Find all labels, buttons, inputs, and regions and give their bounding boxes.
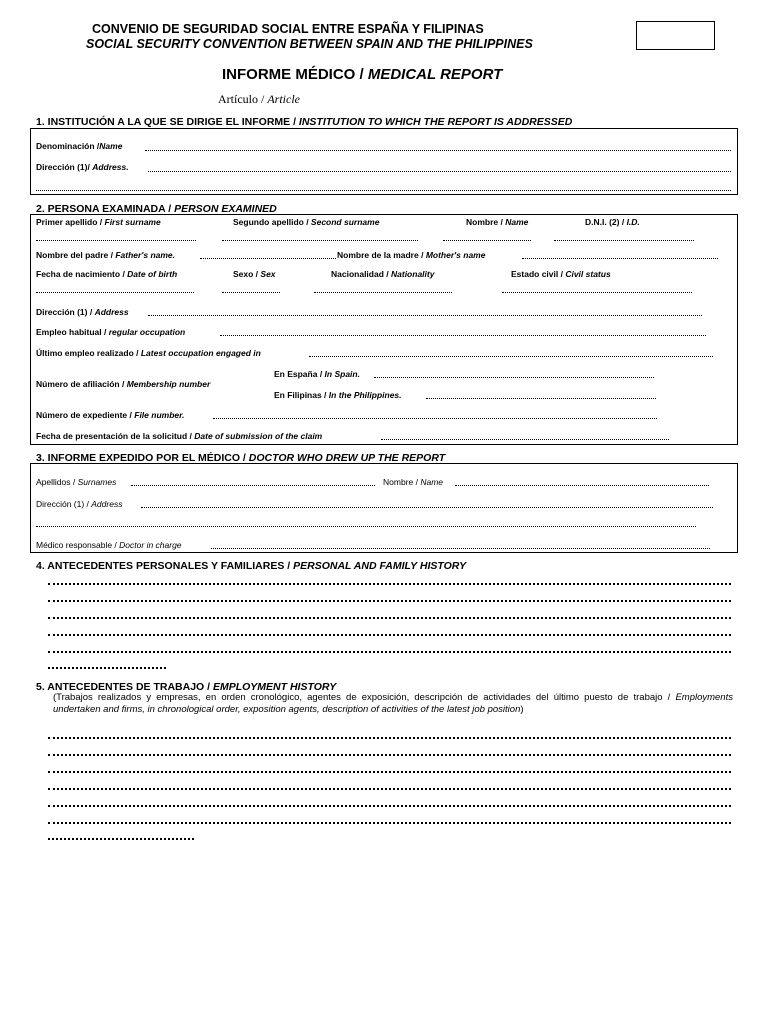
second-surname-field[interactable] [222,240,418,241]
section-3-heading: 3. INFORME EXPEDIDO POR EL MÉDICO / DOCTOR WHO DREW UP THE REPORT [36,452,446,464]
convention-title-es: CONVENIO DE SEGURIDAD SOCIAL ENTRE ESPAÑA Y FILIPINAS [92,22,484,36]
personal-history-line-5[interactable] [48,651,731,653]
doctor-in-charge-label: Médico responsable / Doctor in charge [36,540,182,550]
file-number-label: Número de expediente / File number. [36,410,185,420]
employment-history-line-7[interactable] [48,838,194,840]
first-surname-field[interactable] [36,240,196,241]
first-surname-label: Primer apellido / First surname [36,217,161,227]
philippines-label: En Filipinas / In the Philippines. [274,390,402,400]
occupation-field[interactable] [220,335,706,336]
civil-status-label: Estado civil / Civil status [511,269,611,279]
last-job-field[interactable] [309,356,713,357]
membership-label: Número de afiliación / Membership number [36,379,211,389]
doctor-surnames-label: Apellidos / Surnames [36,477,117,487]
spain-label: En España / In Spain. [274,369,360,379]
id-field[interactable] [554,240,694,241]
employment-history-line-5[interactable] [48,805,731,807]
personal-history-line-1[interactable] [48,583,731,585]
section-1-box [30,128,738,195]
civil-status-field[interactable] [502,292,692,293]
employment-history-line-6[interactable] [48,822,731,824]
name-label: Nombre / Name [466,217,529,227]
personal-history-line-4[interactable] [48,634,731,636]
doctor-address-field-2[interactable] [36,526,696,527]
birth-date-label: Fecha de nacimiento / Date of birth [36,269,178,279]
convention-title-en: SOCIAL SECURITY CONVENTION BETWEEN SPAIN AND THE PHILIPPINES [86,37,533,51]
submission-date-field[interactable] [381,439,669,440]
page-title: INFORME MÉDICO / MEDICAL REPORT [222,66,503,83]
article-label: Artículo / Article [218,92,300,106]
mother-name-label: Nombre de la madre / Mother's name [337,250,486,260]
employment-history-line-1[interactable] [48,737,731,739]
doctor-address-field[interactable] [141,507,713,508]
philippines-membership-field[interactable] [426,398,656,399]
section-1-heading: 1. INSTITUCIÓN A LA QUE SE DIRIGE EL INFORME / INSTITUTION TO WHICH THE REPORT IS ADDRESSED [36,116,573,128]
employment-history-line-3[interactable] [48,771,731,773]
birth-date-field[interactable] [36,292,194,293]
institution-address-field[interactable] [148,171,731,172]
nationality-label: Nacionalidad / Nationality [331,269,435,279]
doctor-in-charge-field[interactable] [211,548,710,549]
person-address-field[interactable] [148,315,702,316]
father-name-label: Nombre del padre / Father's name. [36,250,176,260]
section-5-heading: 5. ANTECEDENTES DE TRABAJO / EMPLOYMENT HISTORY [36,681,337,693]
employment-history-line-4[interactable] [48,788,731,790]
name-field[interactable] [443,240,531,241]
employment-history-description: (Trabajos realizados y empresas, en orden cronológico, agentes de exposición, descripción de actividades del último puesto de trabajo / Employments undertaken and firms, in chronological order, exposition agents, description of activities of the latest job position) [53,692,733,715]
spain-membership-field[interactable] [374,377,654,378]
mother-name-field[interactable] [522,258,718,259]
doctor-surnames-field[interactable] [131,485,375,486]
father-name-field[interactable] [200,258,336,259]
doctor-address-label: Dirección (1) / Address [36,499,123,509]
id-label: D.N.I. (2) / I.D. [585,217,640,227]
submission-date-label: Fecha de presentación de la solicitud / Date of submission of the claim [36,431,323,441]
occupation-label: Empleo habitual / regular occupation [36,327,186,337]
reference-box[interactable] [636,21,715,50]
institution-address-label: Dirección (1)/ Address. [36,162,129,172]
nationality-field[interactable] [314,292,452,293]
institution-name-label: Denominación /Name [36,141,123,151]
personal-history-line-3[interactable] [48,617,731,619]
doctor-name-label: Nombre / Name [383,477,444,487]
sex-label: Sexo / Sex [233,269,276,279]
institution-address-field-2[interactable] [36,190,731,191]
person-address-label: Dirección (1) / Address [36,307,129,317]
section-4-heading: 4. ANTECEDENTES PERSONALES Y FAMILIARES / PERSONAL AND FAMILY HISTORY [36,560,467,572]
institution-name-field[interactable] [145,150,731,151]
last-job-label: Último empleo realizado / Latest occupation engaged in [36,348,261,358]
personal-history-line-2[interactable] [48,600,731,602]
employment-history-line-2[interactable] [48,754,731,756]
personal-history-line-6[interactable] [48,667,166,669]
doctor-name-field[interactable] [455,485,709,486]
sex-field[interactable] [222,292,280,293]
section-2-heading: 2. PERSONA EXAMINADA / PERSON EXAMINED [36,203,277,215]
file-number-field[interactable] [213,418,657,419]
second-surname-label: Segundo apellido / Second surname [233,217,380,227]
